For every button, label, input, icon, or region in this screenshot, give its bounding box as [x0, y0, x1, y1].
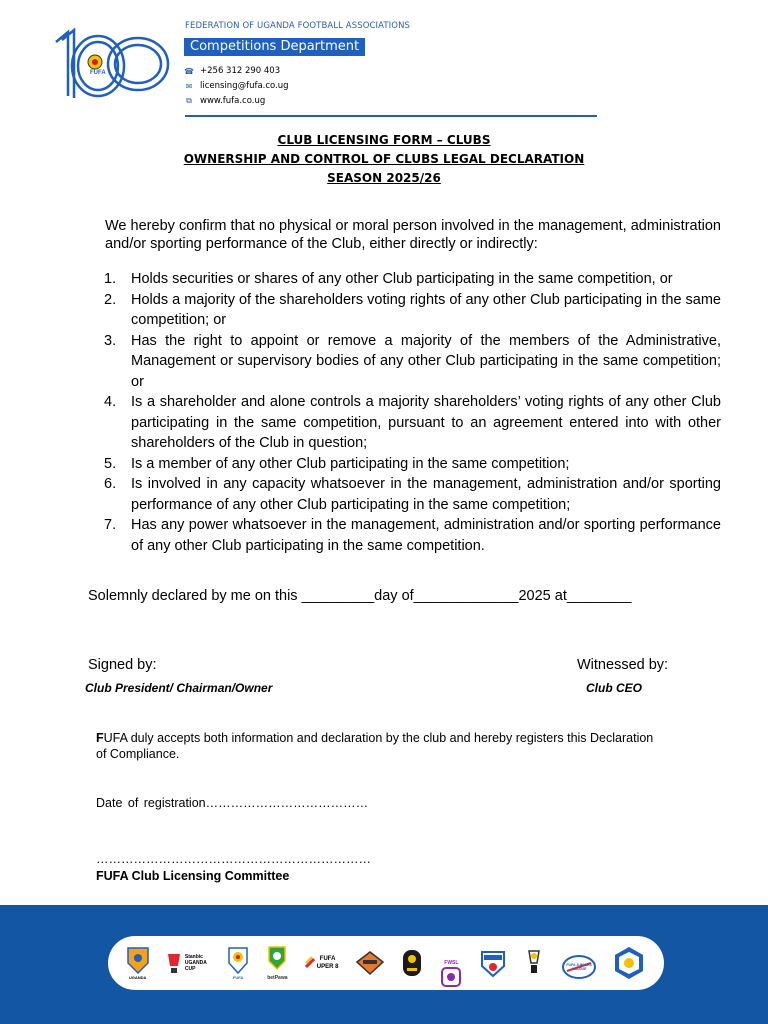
acceptance-initial: F [96, 731, 104, 745]
list-item [104, 515, 721, 556]
uganda-cup-badge [126, 945, 150, 981]
form-title: CLUB LICENSING FORM – CLUBS [277, 133, 491, 147]
badge-label: Stanbic UGANDA CUP [184, 954, 207, 972]
item-number: 4. [104, 394, 117, 410]
list-item [104, 454, 721, 475]
acceptance-text: UFA duly accepts both information and declaration by the club and hereby registers this Declaration of Compliance. [96, 731, 654, 761]
item-text: Holds securities or shares of any other Club participating in the same competition, or [131, 271, 673, 287]
registration-date-field[interactable]: Date of registration………………………………… [96, 796, 369, 810]
declaration-date-line[interactable]: Solemnly declared by me on this _________day of_____________2025 at________ [88, 588, 632, 604]
signer-role: Club President/ Chairman/Owner [85, 681, 273, 695]
item-text: Has any power whatsoever in the management, administration and/or sporting performance of any other Club participating in the same competition. [131, 517, 721, 554]
acceptance-statement [96, 730, 656, 762]
department-label: Competitions Department [184, 38, 365, 56]
badge-label: FUFA UPER 8 [316, 956, 339, 970]
badge-label: FUFA JUNIORS LEAGUE [566, 963, 592, 971]
item-number: 2. [104, 291, 117, 308]
form-season: SEASON 2025/26 [327, 171, 441, 185]
logo-text: FUFA [90, 70, 106, 76]
competition-logos-strip [108, 936, 664, 990]
item-text: Is a shareholder and alone controls a majority shareholders’ voting rights of any other Club participating in the same competition, pursuant to an agreement entered into with other shareholders of the Club in question; [131, 394, 721, 451]
form-subtitle: OWNERSHIP AND CONTROL OF CLUBS LEGAL DECLARATION [183, 152, 585, 166]
web-icon: ⧉ [186, 96, 192, 105]
signed-by-label: Signed by: [88, 657, 157, 673]
crest-badge [612, 946, 646, 980]
header-divider [185, 115, 597, 117]
item-text: Is a member of any other Club participating in the same competition; [131, 455, 570, 472]
fwsl-badge [439, 960, 463, 966]
committee-label: FUFA Club Licensing Committee [96, 869, 290, 883]
item-number: 1. [104, 271, 117, 287]
item-number: 7. [104, 517, 117, 533]
phone-number: +256 312 290 403 [200, 66, 281, 76]
list-item [104, 331, 721, 393]
list-item [104, 392, 721, 454]
item-number: 3. [104, 332, 117, 349]
item-number: 6. [104, 476, 117, 492]
item-text: Is involved in any capacity whatsoever in the management, administration and/or sporting performance of any other Club participating in the same competition; [131, 476, 721, 513]
list-item [104, 290, 721, 331]
contact-website[interactable] [184, 96, 265, 106]
item-text: Holds a majority of the shareholders voting rights of any other Club participating in the same competition; or [131, 291, 721, 328]
badge-label: betPawa [267, 975, 288, 981]
badge-label: FWSL [444, 960, 459, 966]
signature-line[interactable]: ………………………………………………………… [96, 852, 371, 866]
list-item [104, 269, 721, 290]
shield-badge [355, 948, 385, 978]
betpawa-badge [265, 945, 289, 981]
item-text: Has the right to appoint or remove a majority of the members of the Administrative, Management or supervisory bodies of any other Club participating in the same competition; or [131, 332, 721, 390]
contact-phone [184, 66, 280, 76]
fufa-super8-badge [305, 953, 340, 973]
witness-role: Club CEO [586, 681, 642, 695]
centenary-logo [50, 26, 175, 102]
declaration-intro: We hereby confirm that no physical or moral person involved in the management, administration and/or sporting performance of the Club, either directly or indirectly: [105, 218, 721, 252]
item-number: 5. [104, 455, 117, 472]
list-item [104, 474, 721, 515]
contact-email[interactable] [184, 81, 289, 91]
badge-label: UGANDA [128, 975, 147, 980]
women-league-badge [479, 948, 507, 978]
phone-icon: ☎ [184, 66, 194, 76]
fufa-badge [226, 945, 250, 981]
badge-label: FUFA [232, 975, 244, 980]
super-league-badge [400, 948, 424, 978]
federation-name: FEDERATION OF UGANDA FOOTBALL ASSOCIATIONS [185, 21, 411, 31]
witnessed-by-label: Witnessed by: [577, 657, 669, 673]
mail-icon: ✉ [185, 81, 193, 91]
declaration-list [104, 269, 721, 556]
trophy-badge [522, 948, 546, 978]
email-address[interactable]: licensing@fufa.co.ug [200, 81, 289, 91]
website-url[interactable]: www.fufa.co.ug [200, 96, 266, 106]
fufa-juniors-league-badge [561, 955, 597, 971]
stanbic-uganda-cup-badge [165, 950, 211, 976]
